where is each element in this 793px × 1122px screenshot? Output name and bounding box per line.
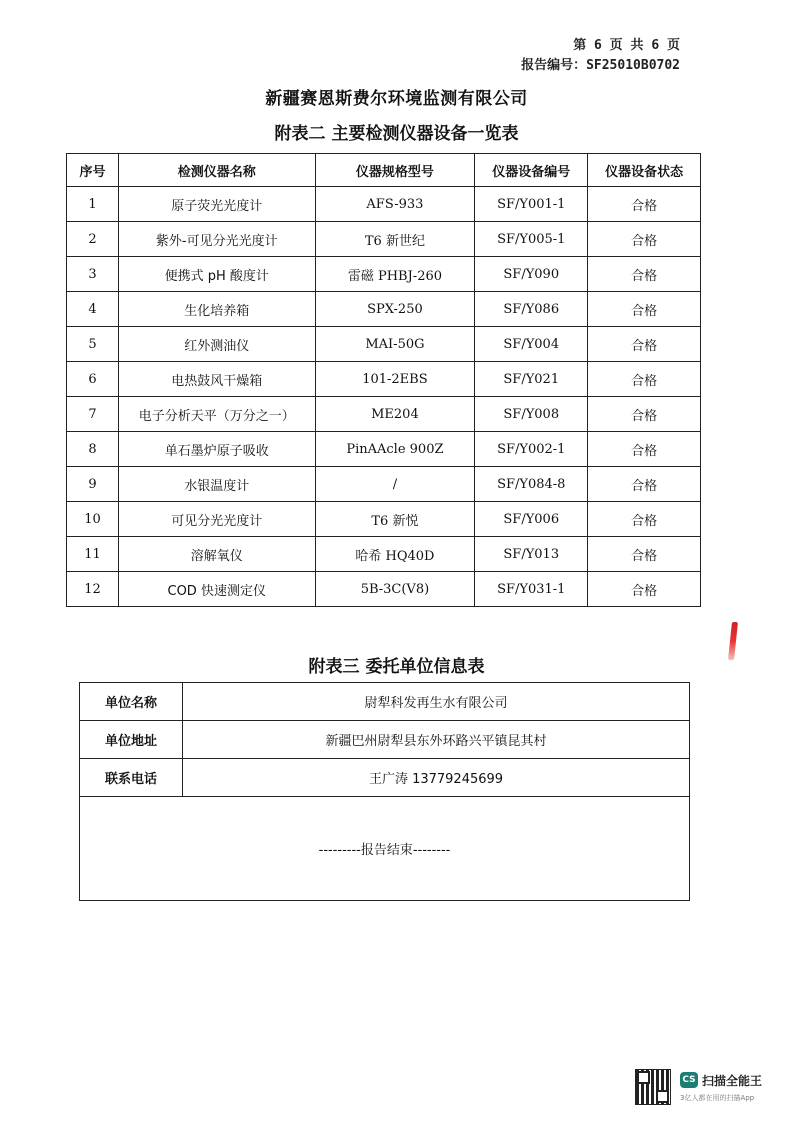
- equipment-status: 合格: [588, 502, 701, 537]
- instrument-name: 可见分光光度计: [118, 502, 315, 537]
- equipment-status: 合格: [588, 467, 701, 502]
- row-index: 1: [67, 187, 119, 222]
- instrument-name: 单石墨炉原子吸收: [118, 432, 315, 467]
- equipment-id: SF/Y001-1: [475, 187, 588, 222]
- table-row: [67, 362, 701, 397]
- row-index: 10: [67, 502, 119, 537]
- instrument-name: COD 快速测定仪: [118, 572, 315, 607]
- instrument-name: 紫外-可见分光光度计: [118, 222, 315, 257]
- appendix2-title: 附表二 主要检测仪器设备一览表: [274, 124, 519, 144]
- instrument-name: 溶解氧仪: [118, 537, 315, 572]
- table-row: [80, 759, 690, 797]
- equipment-id: SF/Y086: [475, 292, 588, 327]
- table-row: [80, 797, 690, 901]
- instrument-name: 生化培养箱: [118, 292, 315, 327]
- equipment-table: [66, 153, 701, 607]
- equipment-id: SF/Y090: [475, 257, 588, 292]
- instrument-model: 哈希 HQ40D: [315, 537, 475, 572]
- equipment-status: 合格: [588, 292, 701, 327]
- table-row: [67, 467, 701, 502]
- unit-name-value: 尉犁科发再生水有限公司: [183, 683, 690, 721]
- instrument-model: T6 新悦: [315, 502, 475, 537]
- table-row: [67, 257, 701, 292]
- equipment-id: SF/Y021: [475, 362, 588, 397]
- watermark-app-name: 扫描全能王: [702, 1074, 763, 1088]
- instrument-model: ME204: [315, 397, 475, 432]
- table-row: [67, 327, 701, 362]
- contact-phone-label: 联系电话: [80, 759, 183, 797]
- instrument-name: 水银温度计: [118, 467, 315, 502]
- table-row: [67, 537, 701, 572]
- page-header: [521, 36, 680, 76]
- instrument-model: PinAAcle 900Z: [315, 432, 475, 467]
- equipment-status: 合格: [588, 362, 701, 397]
- instrument-model: AFS-933: [315, 187, 475, 222]
- qr-code-icon: [636, 1070, 670, 1104]
- col-status: 仪器设备状态: [588, 154, 701, 187]
- equipment-id: SF/Y031-1: [475, 572, 588, 607]
- equipment-status: 合格: [588, 572, 701, 607]
- row-index: 5: [67, 327, 119, 362]
- scanner-watermark: [636, 1070, 776, 1110]
- table-row: [67, 572, 701, 607]
- equipment-status: 合格: [588, 432, 701, 467]
- instrument-name: 电热鼓风干燥箱: [118, 362, 315, 397]
- table-row: [67, 432, 701, 467]
- table-row: [67, 222, 701, 257]
- contact-phone-value: 王广涛 13779245699: [183, 759, 690, 797]
- col-instrument-name: 检测仪器名称: [118, 154, 315, 187]
- instrument-model: 雷磁 PHBJ-260: [315, 257, 475, 292]
- equipment-id: SF/Y004: [475, 327, 588, 362]
- cs-logo-icon: CS: [680, 1072, 698, 1088]
- appendix3-title: 附表三 委托单位信息表: [308, 657, 485, 677]
- report-number: 报告编号：SF25010B0702: [521, 58, 680, 73]
- equipment-status: 合格: [588, 257, 701, 292]
- instrument-model: MAI-50G: [315, 327, 475, 362]
- unit-name-label: 单位名称: [80, 683, 183, 721]
- equipment-id: SF/Y005-1: [475, 222, 588, 257]
- instrument-name: 原子荧光光度计: [118, 187, 315, 222]
- equipment-id: SF/Y002-1: [475, 432, 588, 467]
- instrument-model: T6 新世纪: [315, 222, 475, 257]
- row-index: 3: [67, 257, 119, 292]
- row-index: 6: [67, 362, 119, 397]
- instrument-model: 101-2EBS: [315, 362, 475, 397]
- equipment-id: SF/Y008: [475, 397, 588, 432]
- row-index: 4: [67, 292, 119, 327]
- equipment-status: 合格: [588, 187, 701, 222]
- equipment-status: 合格: [588, 397, 701, 432]
- row-index: 2: [67, 222, 119, 257]
- equipment-status: 合格: [588, 222, 701, 257]
- instrument-name: 红外测油仪: [118, 327, 315, 362]
- instrument-model: 5B-3C(V8): [315, 572, 475, 607]
- equipment-id: SF/Y084-8: [475, 467, 588, 502]
- row-index: 11: [67, 537, 119, 572]
- page-info: 第 6 页 共 6 页: [573, 38, 680, 53]
- row-index: 7: [67, 397, 119, 432]
- col-model: 仪器规格型号: [315, 154, 475, 187]
- col-equipment-id: 仪器设备编号: [475, 154, 588, 187]
- equipment-status: 合格: [588, 537, 701, 572]
- table-row: [67, 187, 701, 222]
- equipment-id: SF/Y013: [475, 537, 588, 572]
- instrument-model: SPX-250: [315, 292, 475, 327]
- table-row: [67, 292, 701, 327]
- instrument-name: 便携式 pH 酸度计: [118, 257, 315, 292]
- table-row: [67, 502, 701, 537]
- client-info-table: [79, 682, 690, 901]
- equipment-id: SF/Y006: [475, 502, 588, 537]
- table-row: [67, 397, 701, 432]
- unit-address-value: 新疆巴州尉犁县东外环路兴平镇昆其村: [183, 721, 690, 759]
- row-index: 9: [67, 467, 119, 502]
- unit-address-label: 单位地址: [80, 721, 183, 759]
- instrument-name: 电子分析天平（万分之一）: [118, 397, 315, 432]
- report-end-text: ---------报告结束--------: [80, 797, 690, 901]
- watermark-tagline: 3亿人都在用的扫描App: [680, 1094, 755, 1102]
- table-row: [80, 721, 690, 759]
- company-name: 新疆赛恩斯费尔环境监测有限公司: [265, 89, 528, 109]
- row-index: 12: [67, 572, 119, 607]
- instrument-model: /: [315, 467, 475, 502]
- equipment-table-header: [67, 154, 701, 187]
- table-row: [80, 683, 690, 721]
- col-index: 序号: [67, 154, 119, 187]
- row-index: 8: [67, 432, 119, 467]
- equipment-status: 合格: [588, 327, 701, 362]
